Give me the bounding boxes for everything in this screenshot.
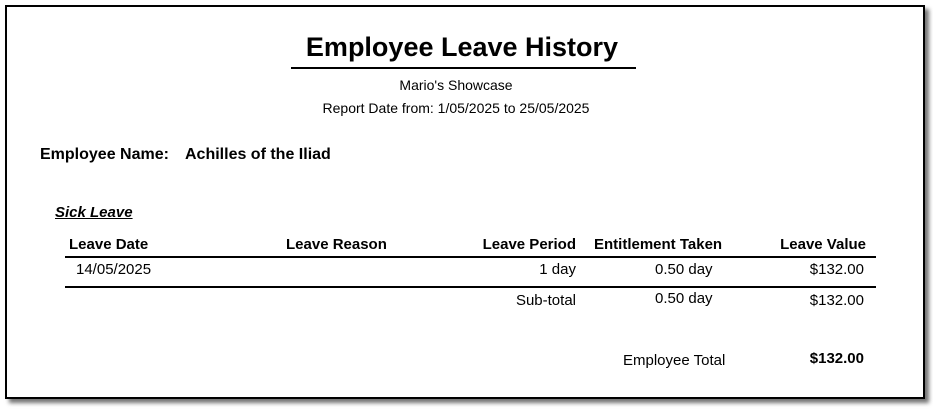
section-title-sick-leave: Sick Leave <box>55 204 133 221</box>
company-name: Mario's Showcase <box>399 77 513 93</box>
row-entitlement-taken: 0.50 day <box>655 261 713 278</box>
column-header-leave-date: Leave Date <box>69 236 149 253</box>
column-header-entitlement-taken: Entitlement Taken <box>594 236 723 253</box>
employee-name-value: Achilles of the Iliad <box>185 146 331 163</box>
report-title: Employee Leave History <box>305 32 619 62</box>
column-header-leave-period: Leave Period <box>482 236 576 253</box>
header-rule <box>65 256 876 258</box>
subtotal-entitlement-taken: 0.50 day <box>655 290 713 307</box>
column-header-leave-reason: Leave Reason <box>286 236 387 253</box>
row-leave-value: $132.00 <box>809 261 864 278</box>
row-leave-date: 14/05/2025 <box>76 261 152 278</box>
subtotal-label: Sub-total <box>515 292 576 309</box>
subtotal-leave-value: $132.00 <box>809 292 864 309</box>
title-underline <box>291 67 636 69</box>
row-leave-period: 1 day <box>539 261 576 278</box>
employee-total-label: Employee Total <box>623 352 726 369</box>
report-date-range: Report Date from: 1/05/2025 to 25/05/2025 <box>322 100 590 116</box>
employee-total-value: $132.00 <box>809 350 864 367</box>
subtotal-rule <box>65 286 876 288</box>
employee-name-label: Employee Name: <box>40 146 169 163</box>
report-frame <box>5 5 925 399</box>
column-header-leave-value: Leave Value <box>780 236 866 253</box>
